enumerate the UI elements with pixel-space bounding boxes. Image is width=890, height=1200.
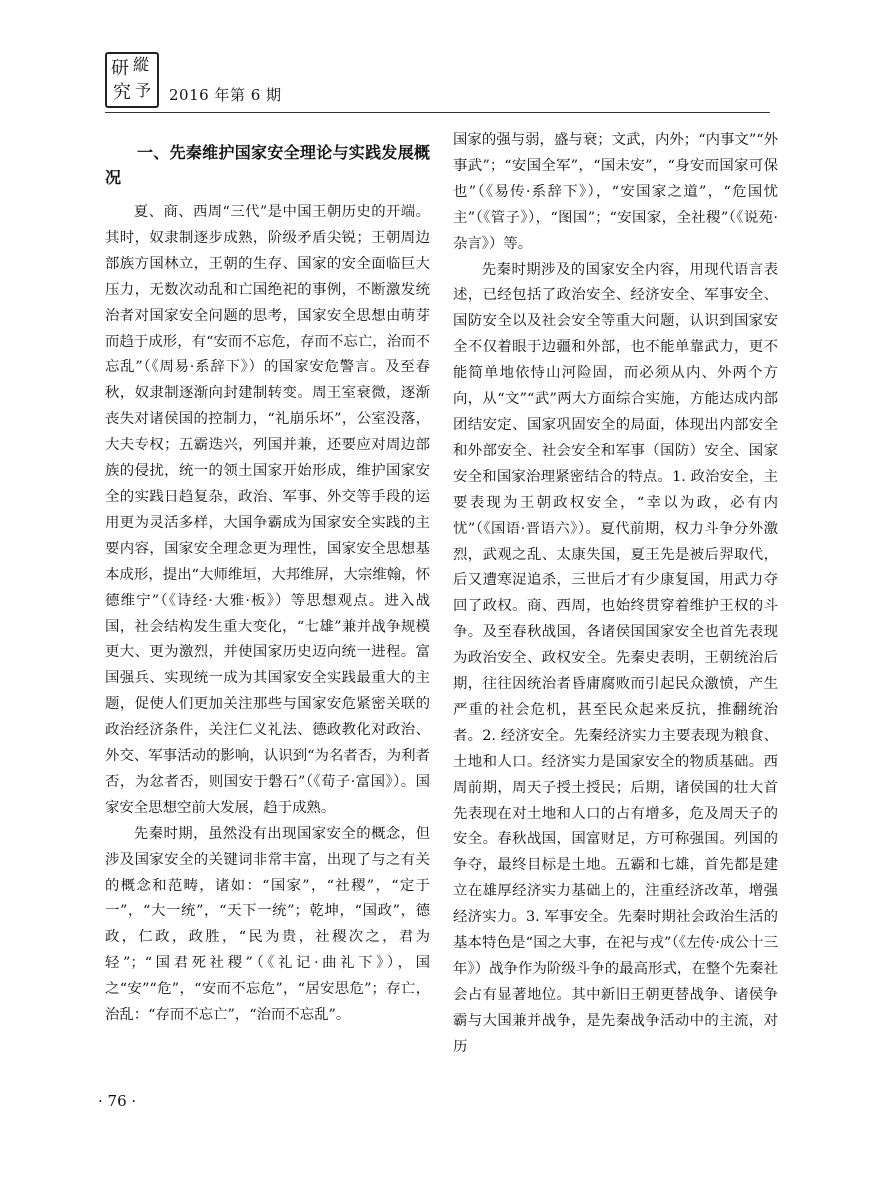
header-rule <box>105 112 770 113</box>
left-column <box>105 140 430 1029</box>
paragraph: 夏、商、西周“三代”是中国王朝历史的开端。其时，奴隶制逐步成熟，阶级矛盾尖锐；王朝周边部族方国林立，王朝的生存、国家的安全面临巨大压力，无数次动乱和亡国绝祀的事例，不断激发统治者对国家安全问题的思考，国家安全思想由萌芽而趋于成形，有“安而不忘危，存而不忘亡，治而不忘乱”（《周易·系辞下》）的国家安危警言。及至春秋，奴隶制逐渐向封建制转变。周王室衰微，逐渐丧失对诸侯国的控制力，“礼崩乐坏”，公室没落，大夫专权；五霸迭兴，列国并兼，还要应对周边部族的侵扰，统一的领土国家开始形成，维护国家安全的实践日趋复杂，政治、军事、外交等手段的运用更为灵活多样，大国争霸成为国家安全实践的主要内容，国家安全理念更为理性，国家安全思想基本成形，提出“大师维垣，大邦维屏，大宗维翰，怀德维宁”（《诗经·大雅·板》）等思想观点。进入战国，社会结构发生重大变化，“七雄”兼并战争规模更大、更为激烈，并使国家历史迈向统一进程。富国强兵、实现统一成为其国家安全实践最重大的主题，促使人们更加关注那些与国家安危紧密关联的政治经济条件，关注仁义礼法、德政教化对政治、外交、军事活动的影响，认识到“为名者否，为利者否，为忿者否，则国安于磐石”（《荀子·富国》）。国家安全思想空前大发展，趋于成熟。 <box>105 204 430 816</box>
logo-glyph: 究 <box>113 82 131 103</box>
section-heading: 一、先秦维护国家安全理论与实践发展概况 <box>105 143 430 187</box>
journal-logo <box>105 52 159 108</box>
paragraph: 先秦时期，虽然没有出现国家安全的概念，但涉及国家安全的关键词非常丰富，出现了与之有关的概念和范畴，诸如：“国家”，“社稷”，“定于一”，“大一统”，“天下一统”；乾坤，“国政”，德政，仁政，政胜，“民为贵，社稷次之，君为轻”；“国君死社稷”（《礼记·曲礼下》），国之“安”“危”，“安而不忘危”，“居安思危”；存亡，治乱：“存而不忘亡”，“治而不忘乱”。 <box>105 825 430 1024</box>
paragraph: 先秦时期涉及的国家安全内容，用现代语言表述，已经包括了政治安全、经济安全、军事安全、国防安全以及社会安全等重大问题，认识到国家安全不仅着眼于边疆和外部，也不能单靠武力，更不能简单地依恃山河险固，而必须从内、外两个方向，从“文”“武”两大方面综合实施，方能达成内部团结安定、国家巩固安全的局面，体现出内部安全和外部安全、社会安全和军事（国防）安全、国家安全和国家治理紧密结合的特点。1. 政治安全，主要表现为王朝政权安全，“幸以为政，必有内忧”（《国语·晋语六》）。夏代前期，权力斗争分外激烈，武观之乱、太康失国，夏王先是被后羿取代，后又遭寒浞追杀，三世后才有少康复国，用武力夺回了政权。商、西周，也始终贯穿着维护王权的斗争。及至春秋战国，各诸侯国国家安全也首先表现为政治安全、政权安全。先秦史表明，王朝统治后期，往往因统治者昏庸腐败而引起民众激愤，产生严重的社会危机，甚至民众起来反抗，推翻统治者。2. 经济安全。先秦经济实力主要表现为粮食、土地和人口。经济实力是国家安全的物质基础。西周前期，周天子授土授民；后期，诸侯国的壮大首先表现在对土地和人口的占有增多，危及周天子的安全。春秋战国，国富财足，方可称强国。列国的争夺，最终目标是土地。五霸和七雄，首先都是建立在雄厚经济实力基础上的，注重经济改革，增强经济实力。3. 军事安全。先秦时期社会政治生活的基本特色是“国之大事，在祀与戎”（《左传·成公十三年》）战争作为阶级斗争的最高形式，在整个先秦社会占有显著地位。其中新旧王朝更替战争、诸侯争霸与大国兼并战争，是先秦战争活动中的主流，对历 <box>453 261 778 1055</box>
logo-glyph: 研 <box>111 58 129 79</box>
paragraph: 国家的强与弱，盛与衰；文武，内外；“内事文”“外事武”；“安国全军”，“国未安”，“身安而国家可保也”（《易传·系辞下》），“安国家之道”，“危国忧主”（《管子》），“图国”；“安国家，全社稷”（《说苑·杂言》）等。 <box>453 132 778 252</box>
right-column <box>453 128 778 1061</box>
logo-glyph: 縱 <box>133 55 150 74</box>
page-header <box>105 52 770 116</box>
page-number: · 76 · <box>98 1092 137 1110</box>
issue-label: 2016 年第 6 期 <box>169 86 282 104</box>
logo-glyph: 予 <box>135 81 152 100</box>
